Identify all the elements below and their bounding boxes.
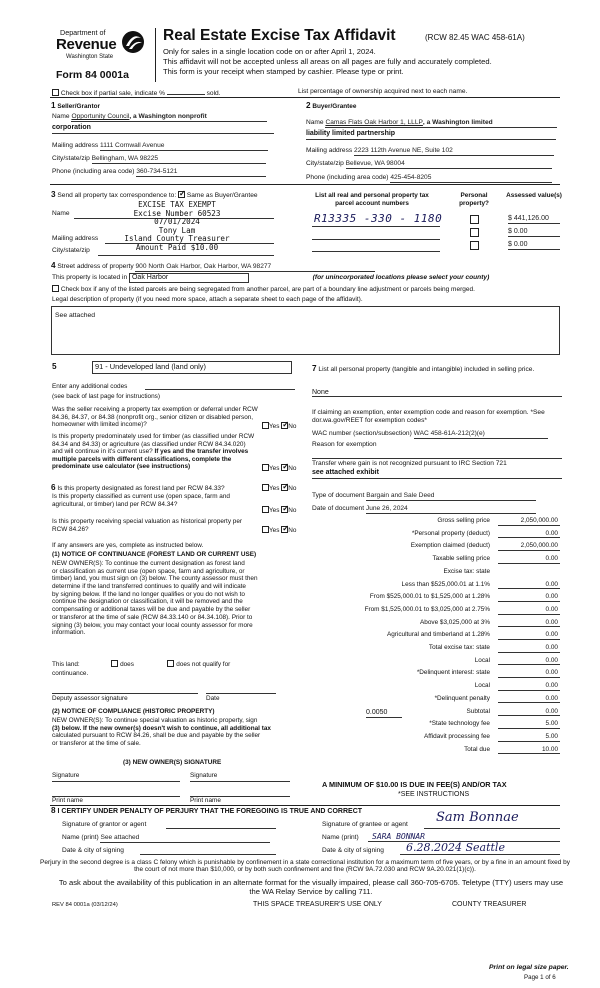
buyer-mailing-field[interactable]: 2223 112th Avenue NE, Suite 102 [354, 147, 554, 156]
deputy-signature-label: Deputy assessor signature [52, 695, 128, 702]
revision-label: REV 84 0001a (03/12/24) [52, 902, 118, 908]
timber-no-checkbox[interactable] [281, 464, 288, 471]
continuance-label: continuance. [52, 670, 89, 677]
form-title: Real Estate Excise Tax Affidavit [163, 27, 396, 44]
notice-historic-title: (2) NOTICE OF COMPLIANCE (HISTORIC PROPERTY) [52, 708, 215, 715]
tax-row-value[interactable]: 2,050,000.00 [498, 517, 560, 526]
tax-row [312, 720, 560, 731]
tax-row-label: Less than $525,000.01 at 1.1% [401, 580, 490, 588]
tax-row-label: Local [474, 656, 490, 664]
print-legal-note: Print on legal size paper. [489, 964, 569, 971]
document-date-row: Date of document June 26, 2024 [312, 505, 536, 514]
partial-sale-percent[interactable] [167, 88, 205, 95]
grantee-signature-line[interactable] [424, 828, 560, 829]
seller-name-line2[interactable]: corporation [52, 124, 91, 131]
exemption-yes-no: Yes ✓ No [262, 422, 296, 431]
tax-row [312, 682, 560, 693]
deputy-date-line[interactable] [206, 693, 276, 694]
tax-row [312, 606, 560, 617]
section5-number: 5 [52, 362, 57, 371]
forest-question: 6 Is this property designated as forest land per RCW 84.33? [51, 483, 225, 492]
buyer-phone-row: Phone (including area code) 425-454-8205 [306, 174, 552, 183]
partial-sale-label: Check box if partial sale, indicate % [60, 90, 165, 97]
minimum-due-note: A MINIMUM OF $10.00 IS DUE IN FEE(S) AND/OR TAX [322, 780, 507, 789]
grantee-name-handwritten[interactable]: SARA BONNAR [372, 832, 425, 841]
section7-label: 7 List all personal property (tangible and intangible) included in selling price. [312, 364, 535, 373]
tax-row [312, 657, 560, 668]
parcel-col-header: List all real and personal property tax parcel account numbers [315, 192, 429, 207]
tax-row-value[interactable]: 0.00 [498, 657, 560, 666]
seller-city-field[interactable]: Bellingham, WA 98225 [92, 155, 266, 164]
tax-row-label: Agricultural and timberland at 1.28% [386, 631, 490, 639]
tax-row-label: Exemption claimed (deduct) [410, 542, 490, 550]
tax-row-value[interactable]: 2,050,000.00 [498, 542, 560, 551]
tax-row-value[interactable]: 0.00 [498, 555, 560, 564]
grantor-name-row: Name (print) See attached [62, 834, 270, 843]
tax-row [312, 581, 560, 592]
buyer-name-row: Name Camas Flats Oak Harbor 1, LLLP, a Washington limited [306, 119, 557, 128]
page-number: Page 1 of 6 [524, 974, 556, 981]
tax-row-value[interactable]: 0.00 [498, 581, 560, 590]
county-treasurer-label: COUNTY TREASURER [452, 901, 527, 908]
grantee-name-label: Name (print) [322, 834, 359, 841]
section3-heading: 3 Send all property tax correspondence to: ✓ Same as Buyer/Grantee [51, 190, 258, 200]
seller-mailing-field[interactable]: 1111 Cornwall Avenue [100, 142, 268, 151]
tax-row-label: From $525,000.01 to $1,525,000 at 1.28% [369, 593, 490, 601]
tax-row-label: *Personal property (deduct) [411, 529, 490, 537]
legal-description-text: See attached [55, 312, 96, 319]
tax-row-label: Affidavit processing fee [424, 732, 490, 740]
exemption-no-checkbox[interactable] [281, 422, 288, 429]
grantee-signature-label: Signature of grantee or agent [322, 821, 408, 828]
see-instructions-note: *SEE INSTRUCTIONS [398, 791, 470, 798]
tax-row-value[interactable]: 0.00 [498, 530, 560, 539]
revenue-wordmark: Revenue [56, 36, 117, 53]
perjury-statement: Perjury in the second degree is a class C felony which is punishable by confinement in a state correctional institution for a maximum term of five years, or by a fine in an amount fixed by the court of not more than $10,000, or by both such confinement and fine (RCW 9A.72.030 and RCW 9A.20.021(1)(c)). [40, 859, 571, 874]
header-divider [155, 28, 156, 82]
tax-row-value[interactable]: 0.00 [498, 669, 560, 678]
excise-tax-exempt-stamp: EXCISE TAX EXEMPT Excise Number 60523 07/01/2024 Tony Lam Island County Treasurer Amount Paid $10.00 [124, 200, 230, 252]
located-in-row: This property is located in Oak Harbor (for unincorporated locations please select your county) [52, 273, 489, 283]
tax-row [312, 555, 560, 566]
seller-name-field[interactable]: Opportunity Council, a Washington nonprofit [71, 113, 267, 122]
answers-note: If any answers are yes, complete as instructed below. [52, 542, 204, 549]
tax-row [312, 568, 560, 579]
personal-property-checkbox-3[interactable] [470, 241, 479, 250]
tax-row-label: Excise tax: state [443, 567, 490, 575]
tax-row [312, 631, 560, 642]
segregated-checkbox[interactable] [52, 285, 59, 292]
form-rcw: (RCW 82.45 WAC 458-61A) [425, 33, 525, 42]
grantee-date-label: Date & city of signing [322, 847, 384, 854]
buyer-city-field[interactable]: Bellevue, WA 98004 [346, 160, 552, 169]
timber-yes-checkbox[interactable] [262, 464, 269, 471]
assessed-value-2[interactable]: $ 0.00 [508, 228, 560, 237]
buyer-name-line2[interactable]: liability limited partnership [306, 130, 396, 137]
tax-row-value[interactable]: 0.00 [498, 708, 560, 717]
personal-property-checkbox-1[interactable] [470, 215, 479, 224]
document-type-row: Type of document Bargain and Sale Deed [312, 492, 536, 501]
tax-row [312, 708, 560, 719]
header-line-1: Only for sales in a single location code on or after April 1, 2024. [163, 47, 376, 56]
tax-row-label: Subtotal [466, 707, 490, 715]
tax-row-value[interactable]: 0.00 [498, 644, 560, 653]
wac-row: WAC number (section/subsection) WAC 458-61A-212(2)(e) [312, 430, 548, 439]
seller-name-row: Name Opportunity Council, a Washington nonprofit [52, 113, 267, 122]
legal-description-box[interactable] [51, 306, 560, 355]
tax-row-label: Local [474, 682, 490, 690]
location-select[interactable]: Oak Harbor [129, 273, 249, 283]
land-does-checkbox[interactable] [111, 660, 118, 667]
alternate-format-note: To ask about the availability of this publication in an alternate format for the visually impaired, please call 360-705-6705. Teletype (TTY) users may use the WA Relay Service by calling 711. [58, 878, 564, 896]
local-rate: 0.0050 [366, 709, 402, 718]
notice-continuance-title: (1) NOTICE OF CONTINUANCE (FOREST LAND OR CURRENT USE) [52, 551, 257, 558]
assessed-value-3[interactable]: $ 0.00 [508, 241, 560, 250]
personal-property-value[interactable]: None [312, 389, 329, 396]
reason-label: Reason for exemption [312, 441, 377, 448]
tax-row [312, 530, 560, 541]
forest-yes-checkbox[interactable] [262, 484, 269, 491]
tax-row-value[interactable]: 0.00 [498, 695, 560, 704]
tax-row-value[interactable]: 0.00 [498, 682, 560, 691]
revenue-logo-icon [120, 29, 146, 55]
personal-property-checkbox-2[interactable] [470, 228, 479, 237]
current-use-yes-checkbox[interactable] [262, 506, 269, 513]
forest-yes-no: Yes ✓ No [262, 484, 296, 493]
sold-label: sold. [206, 90, 221, 97]
tax-row-value[interactable]: 5.00 [498, 720, 560, 729]
same-as-buyer-checkbox[interactable] [178, 191, 185, 198]
header-line-3: This form is your receipt when stamped by cashier. Please type or print. [163, 67, 404, 76]
tax-row-value[interactable]: 0.00 [498, 593, 560, 602]
see-list-label: (see back of last page for instructions) [52, 393, 160, 400]
tax-row [312, 695, 560, 706]
assessed-col-header: Assessed value(s) [506, 192, 562, 199]
historic-question: Is this property receiving special valuation as historical property per RCW 84.26? [52, 518, 243, 533]
tax-row-value[interactable]: 10.00 [498, 746, 560, 755]
grantor-date-line[interactable] [140, 854, 276, 855]
tax-row-label: Above $3,025,000 at 3% [420, 618, 490, 626]
tax-row-label: Total excise tax: state [428, 644, 490, 651]
partial-sale-checkbox[interactable] [52, 89, 59, 96]
street-address-field[interactable]: 900 North Oak Harbor, Oak Harbor, WA 98277 [135, 263, 375, 272]
form-number: Form 84 0001a [56, 69, 129, 81]
grantor-signature-label: Signature of grantor or agent [62, 821, 147, 828]
deputy-signature-line[interactable] [52, 693, 198, 694]
department-of-revenue-logo [56, 29, 148, 69]
exemption-question: Was the seller receiving a property tax exemption or deferral under RCW 84.36, 84.37, or 84.38 (nonprofit org., senior citizen or disabled person, homeowner with limited income)? [52, 406, 258, 429]
tax-row [312, 517, 560, 528]
grantor-signature-line[interactable] [166, 828, 276, 829]
buyer-mailing-row: Mailing address 2223 112th Avenue NE, Suite 102 [306, 147, 554, 156]
forest-no-checkbox[interactable] [281, 484, 288, 491]
tax-row [312, 733, 560, 744]
tax-row-label: Taxable selling price [432, 555, 490, 563]
document-type-field[interactable]: Bargain and Sale Deed [366, 492, 536, 501]
state-line: Washington State [66, 54, 114, 60]
street-address-row: 4 Street address of property 900 North Oak Harbor, Oak Harbor, WA 98277 [51, 261, 375, 272]
tax-row-label: *Delinquent penalty [434, 694, 490, 702]
buyer-heading: 2 Buyer/Grantee [306, 101, 357, 110]
grantor-date-label: Date & city of signing [62, 847, 124, 854]
tax-row-label: *State technology fee [429, 720, 490, 728]
legal-description-label: Legal description of property (if you need more space, attach a separate sheet to each page of the affidavit). [52, 296, 363, 303]
tax-row-label: From $1,525,000.01 to $3,025,000 at 2.75% [364, 605, 490, 613]
buyer-name-field[interactable]: Camas Flats Oak Harbor 1, LLLP, a Washington limited [325, 119, 557, 128]
document-date-field[interactable]: June 26, 2024 [366, 505, 536, 514]
tax-row [312, 619, 560, 630]
section3-city-line[interactable] [98, 255, 274, 256]
tax-row-label: *Delinquent interest: state [416, 669, 490, 677]
treasurer-use-label: THIS SPACE TREASURER'S USE ONLY [253, 901, 382, 908]
assessed-value-1[interactable]: $ 441,126.00 [508, 215, 560, 224]
tax-row-label: Total due [464, 745, 490, 753]
section3-city-label: City/state/zip [52, 247, 90, 254]
segregated-row: Check box if any of the listed parcels are being segregated from another parcel, are part of a boundary line adjustment or parcels being merged. [52, 285, 475, 294]
notice-historic-body: NEW OWNER(S): To continue special valuation as historic property, sign (3) below. If the new owner(s) doesn't wish to continue, all additional tax calculated pursuant to RCW 84.26, shall be due and payable by the seller or transferor at the time of sale. [52, 717, 271, 748]
section3-mailing-label: Mailing address [52, 235, 99, 242]
tax-row-label: Gross selling price [437, 517, 490, 524]
new-owner-signature-2[interactable] [190, 781, 290, 782]
notice-continuance-body: NEW OWNER(S): To continue the current designation as forest land or classification as current use (open space, farm and agriculture, or timber) land, you must sign on (3) below. The county assessor must then determine if the land transferred continues to qualify and will indicate by signing below. If the land no longer qualifies or you do not wish to continue the designation or classification, it will be removed and the compensating or additional taxes will be due and payable by the seller or transferor at the time of sale (RCW 84.33.140 or 84.34.108). Prior to signing (3) below, you may contact your local county assessor for more information. [52, 560, 258, 637]
section3-name-label: Name [52, 210, 70, 217]
irc-reason-text[interactable]: Transfer where gain is not recognized pursuant to IRC Section 721 [312, 460, 507, 467]
wac-number-field[interactable]: WAC 458-61A-212(2)(e) [414, 430, 548, 439]
new-owner-signature-title: (3) NEW OWNER(S) SIGNATURE [123, 759, 222, 766]
historic-yes-checkbox[interactable] [262, 526, 269, 533]
timber-yes-no: Yes ✓ No [262, 464, 296, 473]
historic-yes-no: Yes ✓ No [262, 526, 296, 535]
irc-reason-attached[interactable]: see attached exhibit [312, 469, 379, 476]
current-use-no-checkbox[interactable] [281, 506, 288, 513]
exemption-yes-checkbox[interactable] [262, 422, 269, 429]
buyer-phone-field[interactable]: 425-454-8205 [390, 174, 552, 183]
buyer-city-row: City/state/zip Bellevue, WA 98004 [306, 160, 552, 169]
current-use-yes-no: Yes ✓ No [262, 506, 296, 515]
tax-row-value[interactable]: 0.00 [498, 631, 560, 640]
seller-phone-field[interactable]: 360-734-5121 [136, 168, 266, 177]
personal-col-header: Personal property? [459, 192, 489, 207]
seller-mailing-row: Mailing address 1111 Cornwall Avenue [52, 142, 268, 151]
certify-heading: 8 I CERTIFY UNDER PENALTY OF PERJURY THAT THE FOREGOING IS TRUE AND CORRECT [51, 806, 363, 815]
timber-question: Is this property predominately used for timber (as classified under RCW 84.34 and 84.33) or agriculture (as classified under RCW 84.34.020) and will continue in it's current use? If yes and the transfer involves multiple parcels with different classifications, complete the predominate use calculator (see instructions) [52, 433, 255, 471]
use-code-select[interactable]: 91 - Undeveloped land (land only) [92, 361, 292, 374]
seller-heading: 1 Seller/Grantor [51, 101, 100, 110]
deputy-date-label: Date [206, 695, 220, 702]
dept-line: Department of [60, 28, 106, 37]
tax-row [312, 593, 560, 604]
tax-row [312, 542, 560, 553]
tax-row-value[interactable]: 0.00 [498, 606, 560, 615]
divider-top [50, 97, 560, 98]
historic-no-checkbox[interactable] [281, 526, 288, 533]
list-percentage-note: List percentage of ownership acquired next to each name. [298, 88, 468, 95]
additional-codes-field[interactable] [145, 389, 295, 390]
exemption-code-label: If claiming an exemption, enter exemption code and reason for exemption. *See dor.wa.gov/REET for exemption codes* [312, 409, 545, 424]
seller-phone-row: Phone (including area code) 360-734-5121 [52, 168, 266, 177]
grantee-signature-handwritten[interactable]: Sam Bonnae [436, 810, 519, 825]
divider-sec3 [50, 184, 560, 185]
this-land-row: This land: does does not qualify for [52, 661, 231, 668]
new-owner-signature-1[interactable] [52, 781, 180, 782]
grantee-date-handwritten[interactable]: 6.28.2024 Seattle [406, 841, 505, 854]
grantor-name-field[interactable]: See attached [100, 834, 270, 843]
parcel-number-handwritten[interactable]: R13335 -330 - 1180 [314, 212, 443, 225]
seller-city-row: City/state/zip Bellingham, WA 98225 [52, 155, 266, 164]
tax-row-value[interactable]: 0.00 [498, 619, 560, 628]
tax-row [312, 669, 560, 680]
tax-row [312, 746, 560, 757]
additional-codes-label: Enter any additional codes [52, 383, 128, 390]
tax-row [312, 644, 560, 655]
land-does-not-checkbox[interactable] [167, 660, 174, 667]
current-use-question: Is this property classified as current use (open space, farm and agricultural, or timber) land per RCW 84.34? [52, 493, 230, 508]
tax-row-value[interactable]: 5.00 [498, 733, 560, 742]
header-line-2: This affidavit will not be accepted unless all areas on all pages are fully and accurately completed. [163, 57, 492, 66]
